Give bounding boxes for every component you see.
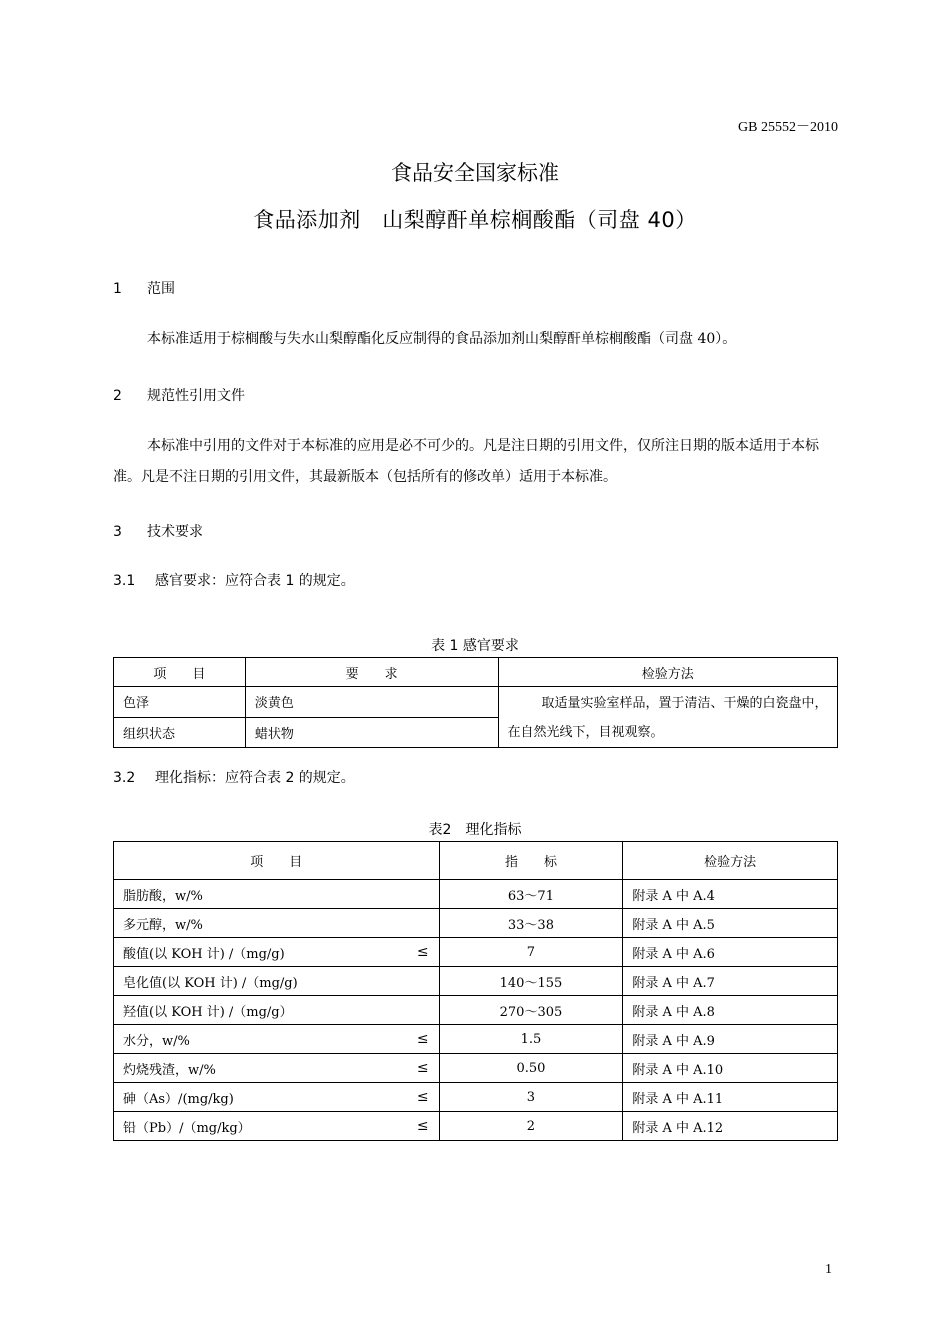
table-1-sensory xyxy=(113,657,838,748)
section-2-heading xyxy=(113,385,245,405)
column-header-method: 检验方法 xyxy=(623,842,838,880)
table-row xyxy=(114,1112,838,1141)
row-item: 砷（As）/(mg/kg) xyxy=(123,1091,234,1107)
row-requirement: 淡黄色 xyxy=(245,687,498,718)
row-method: 附录 A 中 A.7 xyxy=(623,967,838,996)
row-requirement: 蜡状物 xyxy=(245,717,498,748)
section-title: 理化指标：应符合表 2 的规定。 xyxy=(155,770,355,786)
section-title: 感官要求：应符合表 1 的规定。 xyxy=(155,573,355,589)
row-method: 附录 A 中 A.8 xyxy=(623,996,838,1025)
row-method: 附录 A 中 A.11 xyxy=(623,1083,838,1112)
table-row xyxy=(114,996,838,1025)
section-title: 范围 xyxy=(147,281,175,297)
row-item: 水分，w/% xyxy=(123,1033,190,1049)
section-number: 3.2 xyxy=(113,770,136,786)
row-method: 附录 A 中 A.10 xyxy=(623,1054,838,1083)
section-2-text: 本标准中引用的文件对于本标准的应用是必不可少的。凡是注日期的引用文件，仅所注日期的版本适用于本标准。凡是不注日期的引用文件，其最新版本（包括所有的修改单）适用于本标准。 xyxy=(113,438,819,485)
section-number: 3 xyxy=(113,524,122,540)
page-number: 1 xyxy=(825,1262,832,1277)
less-equal-sign: ≤ xyxy=(416,944,429,960)
section-3-1-heading xyxy=(113,570,355,590)
row-item: 铅（Pb）/（mg/kg） xyxy=(123,1120,251,1136)
row-item: 皂化值(以 KOH 计) /（mg/g) xyxy=(123,975,298,991)
row-value: 270～305 xyxy=(439,996,623,1025)
table-header-row xyxy=(114,842,838,880)
section-1-heading xyxy=(113,278,175,298)
section-3-heading xyxy=(113,521,203,541)
section-title: 技术要求 xyxy=(147,524,203,540)
row-value: 140～155 xyxy=(439,967,623,996)
row-item: 羟值(以 KOH 计) /（mg/g） xyxy=(123,1004,293,1020)
section-number: 3.1 xyxy=(113,573,136,589)
column-header-item: 项 目 xyxy=(114,842,440,880)
column-header-requirement: 要 求 xyxy=(245,658,498,687)
row-value: 33～38 xyxy=(439,909,623,938)
table-2-physicochemical xyxy=(113,841,838,1141)
document-title: 食品安全国家标准 xyxy=(391,161,559,185)
section-number: 1 xyxy=(113,281,122,297)
row-method: 取适量实验室样品，置于清洁、干燥的白瓷盘中，在自然光线下，目视观察。 xyxy=(498,687,838,748)
less-equal-sign: ≤ xyxy=(416,1118,429,1134)
table-row xyxy=(114,909,838,938)
row-item: 酸值(以 KOH 计) /（mg/g) xyxy=(123,946,285,962)
section-3-2-heading xyxy=(113,767,355,787)
document-subtitle: 食品添加剂 山梨醇酐单棕榈酸酯（司盘 40） xyxy=(253,208,697,232)
row-item: 多元醇，w/% xyxy=(123,917,203,933)
less-equal-sign: ≤ xyxy=(416,1031,429,1047)
less-equal-sign: ≤ xyxy=(416,1060,429,1076)
row-method: 附录 A 中 A.5 xyxy=(623,909,838,938)
column-header-method: 检验方法 xyxy=(498,658,838,687)
row-value: 7 xyxy=(439,938,623,967)
row-method: 附录 A 中 A.4 xyxy=(623,880,838,909)
column-header-index: 指 标 xyxy=(439,842,623,880)
row-item: 组织状态 xyxy=(114,717,246,748)
column-header-item: 项 目 xyxy=(114,658,246,687)
table-row xyxy=(114,687,838,718)
table-row xyxy=(114,938,838,967)
row-item: 脂肪酸，w/% xyxy=(123,888,203,904)
table-header-row xyxy=(114,658,838,687)
section-number: 2 xyxy=(113,388,122,404)
section-1-text: 本标准适用于棕榈酸与失水山梨醇酯化反应制得的食品添加剂山梨醇酐单棕榈酸酯（司盘 40）。 xyxy=(147,331,737,347)
row-value: 3 xyxy=(439,1083,623,1112)
row-method: 附录 A 中 A.6 xyxy=(623,938,838,967)
table-row xyxy=(114,1083,838,1112)
standard-code: GB 25552－2010 xyxy=(738,120,838,135)
row-value: 0.50 xyxy=(439,1054,623,1083)
table-2-caption: 表2 理化指标 xyxy=(428,822,522,838)
row-value: 1.5 xyxy=(439,1025,623,1054)
table-row xyxy=(114,880,838,909)
table-row xyxy=(114,1025,838,1054)
row-method: 附录 A 中 A.9 xyxy=(623,1025,838,1054)
table-row xyxy=(114,1054,838,1083)
table-1-caption: 表 1 感官要求 xyxy=(431,638,519,654)
row-method: 附录 A 中 A.12 xyxy=(623,1112,838,1141)
row-value: 63～71 xyxy=(439,880,623,909)
less-equal-sign: ≤ xyxy=(416,1089,429,1105)
section-title: 规范性引用文件 xyxy=(147,388,245,404)
row-item: 灼烧残渣，w/% xyxy=(123,1062,216,1078)
row-value: 2 xyxy=(439,1112,623,1141)
row-item: 色泽 xyxy=(114,687,246,718)
table-row xyxy=(114,967,838,996)
